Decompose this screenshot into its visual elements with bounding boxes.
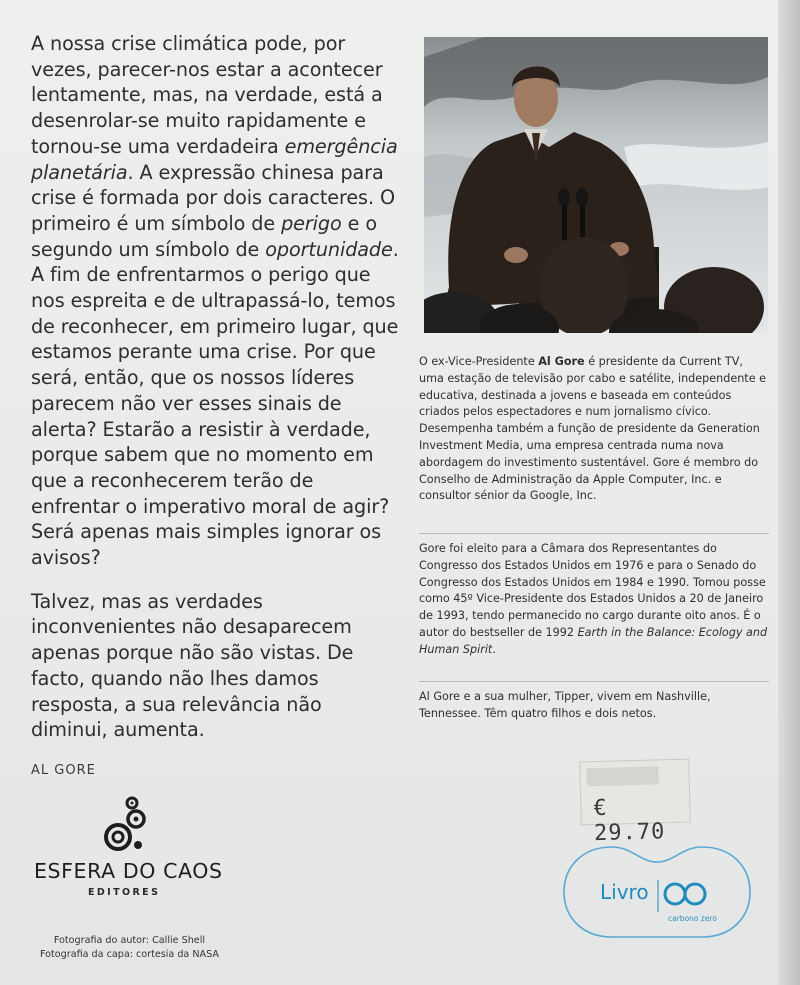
photo-credits <box>40 934 219 962</box>
quote-text: A nossa crise climática pode, por vezes, parecer-nos estar a acontecer lentamente, mas, na verdade, está a desenrolar-se muito rapidamente e tornou-se uma verdadeira <box>31 32 383 158</box>
spiral-circles-icon <box>102 795 152 855</box>
quote-emphasis: oportunidade <box>265 237 393 261</box>
bio-paragraph-1 <box>419 354 769 505</box>
bio-paragraph-3: Al Gore e a sua mulher, Tipper, vivem em Nashville, Tennessee. Têm quatro filhos e dois netos. <box>419 690 711 720</box>
divider <box>419 533 769 534</box>
quote-emphasis: perigo <box>281 211 342 235</box>
quote-block <box>31 31 401 778</box>
price-sticker <box>579 759 691 847</box>
bio-text: O ex-Vice-Presidente <box>419 355 539 368</box>
publisher-subtitle: EDITORES <box>88 887 161 898</box>
bio-paragraph-2 <box>419 541 769 659</box>
bio-text: Gore foi eleito para a Câmara dos Representantes do Congresso dos Estados Unidos em 1976 e para o Senado do Congresso dos Estados Unidos em 1984 e 1990. Tomou posse como 45º Vice-Presidente dos Estados Unidos a 20 de Janeiro de 1993, tendo permanecido no cargo durante oito anos. É o autor do bestseller de 1992 <box>419 542 766 639</box>
quote-text: . A expressão chinesa para crise é formada por dois caracteres. O primeiro é um símbolo de <box>31 160 395 235</box>
author-photo <box>424 37 768 333</box>
divider <box>419 681 769 682</box>
bio-text: é presidente da Current TV, uma estação de televisão por cabo e satélite, independente e educativa, destinada a jovens e baseada em conteúdos criados pelos espectadores e num jornalismo cívico. Desempenha também a função de presidente da Generation Investment Media, uma empresa centrada numa nova abordagem do investimento sustentável. Gore é membro do Conselho de Administração da Apple Computer, Inc. e consultor sénior da Google, Inc. <box>419 355 767 503</box>
bio-text: . <box>492 642 496 656</box>
publisher-name: ESFERA DO CAOS <box>34 859 223 883</box>
price-value: € 29.70 <box>593 795 666 847</box>
quote-text: e o segundo um símbolo de <box>31 211 377 261</box>
speaker-photo-illustration <box>424 37 768 333</box>
badge-label: Livro <box>600 880 649 904</box>
badge-outline-icon <box>562 842 752 942</box>
bio-name: Al Gore <box>538 355 585 368</box>
bio-book-title: Earth in the Balance: Ecology and Human Spirit <box>419 625 768 656</box>
sticker-residue <box>586 766 658 786</box>
book-spine-edge <box>778 0 800 985</box>
badge-sublabel: carbono zero <box>668 914 717 923</box>
quote-emphasis: emergência planetária <box>31 134 398 184</box>
carbon-zero-badge <box>562 842 752 942</box>
quote-paragraph-2: Talvez, mas as verdades inconvenientes não desaparecem apenas porque não são vistas. De facto, quando não lhes damos resposta, a sua relevância não diminui, aumenta. <box>31 589 354 742</box>
quote-paragraph-1 <box>31 31 401 571</box>
quote-signature: AL GORE <box>31 762 96 778</box>
quote-text: . A fim de enfrentarmos o perigo que nos espreita e de ultrapassá-lo, temos de reconhecer, em primeiro lugar, que estamos perante uma crise. Por que será, então, que os nossos líderes parecem não ver esses sinais de alerta? Estarão a resistir à verdade, porque sabem que no momento em que a reconhecerem terão de enfrentar o imperativo moral de agir? Será apenas mais simples ignorar os avisos? <box>31 237 399 570</box>
credit-line: Fotografia da capa: cortesia da NASA <box>40 949 219 960</box>
credit-line: Fotografia do autor: Callie Shell <box>53 935 206 946</box>
